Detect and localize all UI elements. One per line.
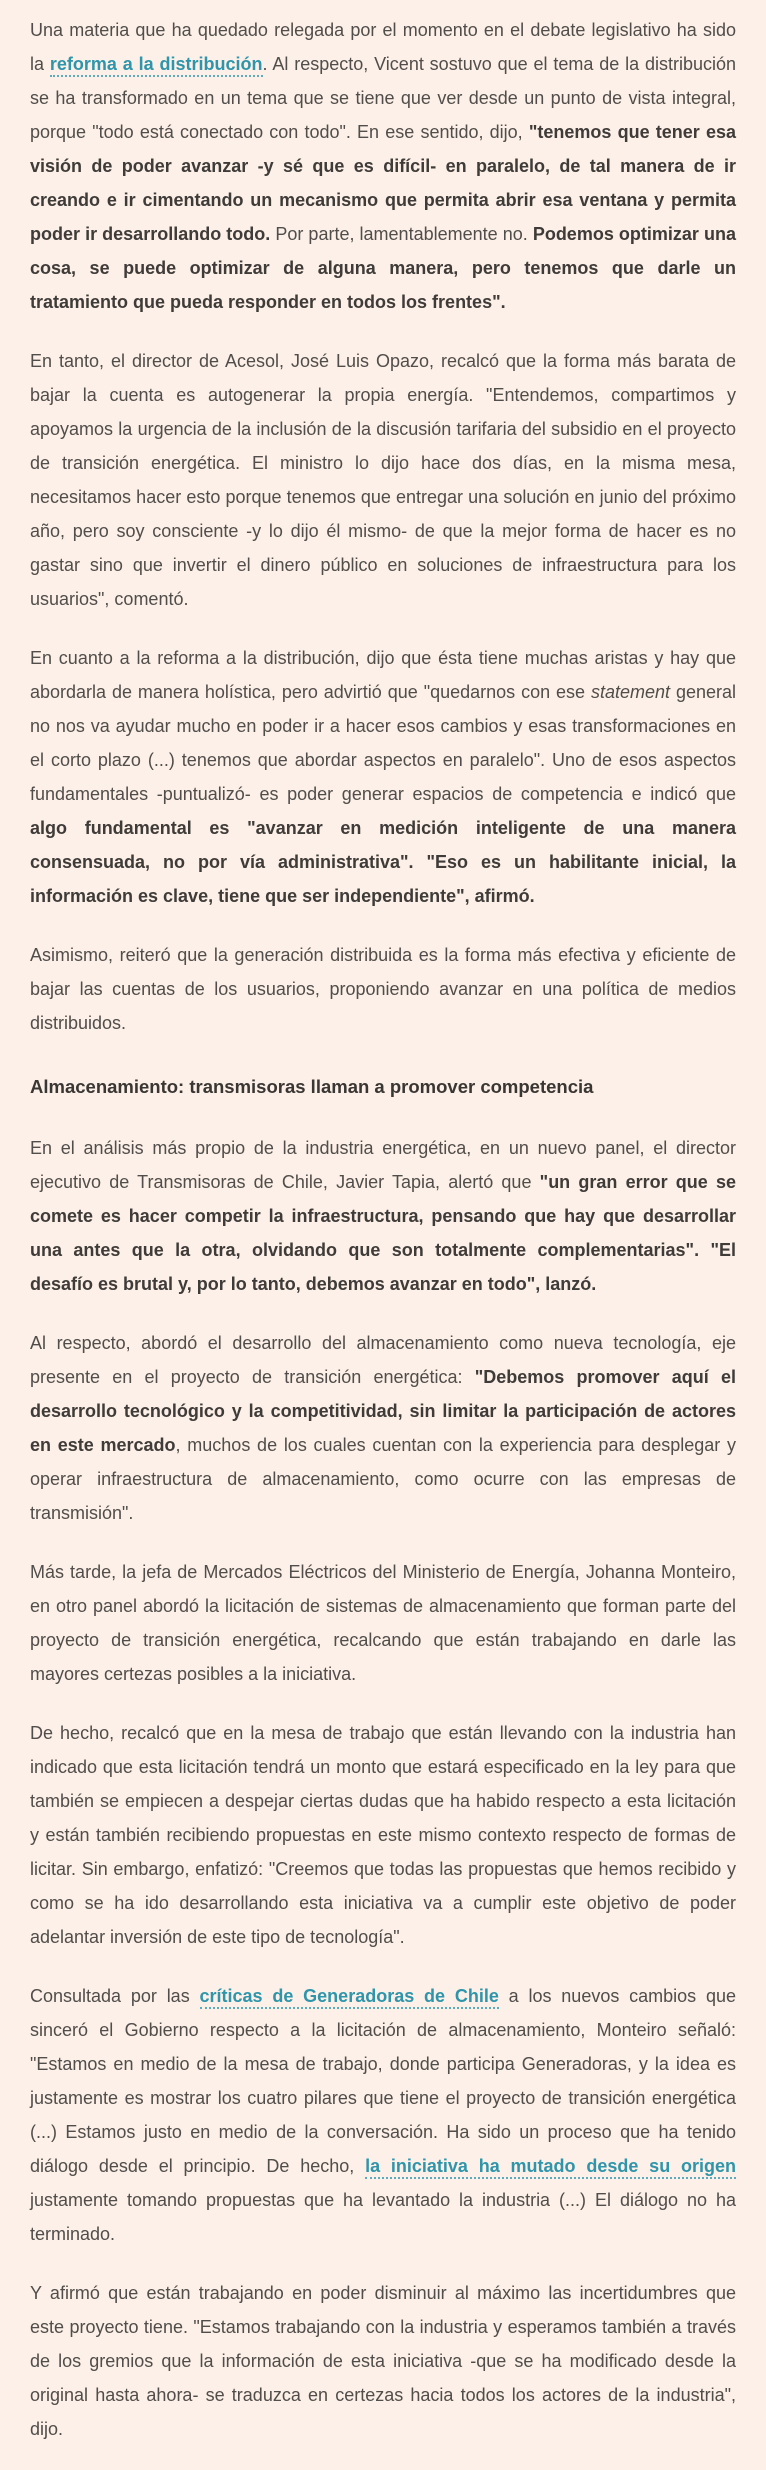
bold-text-run: algo fundamental es "avanzar en medición inteligente de una manera consensuada, no por vía administrativa". "Eso es un habilitante inicial, la información es clave, tiene que ser independiente", afirmó.: [30, 818, 736, 906]
text-run: . Al respecto, Vicent sostuvo que el tema de la distribución se ha transformado en un tema que se tiene que ver desde un punto de vista integral, porque "todo está conectado con todo". En ese sentido, dijo,: [30, 54, 736, 142]
inline-link[interactable]: críticas de Generadoras de Chile: [200, 1986, 499, 2009]
article-paragraph: [30, 344, 736, 616]
text-run: Por parte, lamentablemente no.: [270, 224, 533, 244]
text-run: , muchos de los cuales cuentan con la experiencia para desplegar y operar infraestructura de almacenamiento, como ocurre con las empresas de transmisión".: [30, 1435, 736, 1523]
text-run: Una materia que ha quedado relegada por el momento en el debate legislativo ha sido la: [30, 20, 736, 74]
bold-text-run: "Debemos promover aquí el desarrollo tecnológico y la competitividad, sin limitar la participación de actores en este mercado: [30, 1367, 736, 1455]
italic-text-run: statement: [590, 682, 671, 702]
article-paragraph: [30, 13, 736, 319]
bold-text-run: Podemos optimizar una cosa, se puede optimizar de alguna manera, pero tenemos que darle un tratamiento que pueda responder en todos los frentes".: [30, 224, 736, 312]
article-paragraph: [30, 1326, 736, 1530]
bold-text-run: "un gran error que se comete es hacer competir la infraestructura, pensando que hay que desarrollar una antes que la otra, olvidando que son totalmente complementarias". "El desafío es brutal y, por lo tanto, debemos avanzar en todo", lanzó.: [30, 1172, 737, 1294]
article-paragraph: [30, 1979, 736, 2251]
text-run: Y afirmó que están trabajando en poder disminuir al máximo las incertidumbres que este proyecto tiene. "Estamos trabajando con la industria y esperamos también a través de los gremios que la información de esta iniciativa -que se ha modificado desde la original hasta ahora- se traduzca en certezas hacia todos los actores de la industria", dijo.: [30, 2283, 736, 2439]
article-paragraph: [30, 1555, 736, 1691]
text-run: Consultada por las: [30, 1986, 200, 2006]
article-paragraph: [30, 1131, 736, 1301]
article-paragraph: [30, 641, 736, 913]
text-run: a los nuevos cambios que sinceró el Gobierno respecto a la licitación de almacenamiento, Monteiro señaló: "Estamos en medio de la mesa de trabajo, donde participa Generadoras, y la idea es justamente es mostrar los cuatro pilares que tiene el proyecto de transición energética (...) Estamos justo en medio de la conversación. Ha sido un proceso que ha tenido diálogo desde el principio. De hecho,: [30, 1986, 737, 2176]
text-run: Asimismo, reiteró que la generación distribuida es la forma más efectiva y eficiente de bajar las cuentas de los usuarios, proponiendo avanzar en una política de medios distribuidos.: [30, 945, 736, 1033]
section-heading: Almacenamiento: transmisoras llaman a promover competencia: [30, 1076, 594, 1097]
article-paragraph: [30, 938, 736, 1040]
text-run: Al respecto, abordó el desarrollo del almacenamiento como nueva tecnología, eje presente en el proyecto de transición energética:: [30, 1333, 736, 1387]
bold-text-run: "tenemos que tener esa visión de poder avanzar -y sé que es difícil- en paralelo, de tal manera de ir creando e ir cimentando un mecanismo que permita abrir esa ventana y permita poder ir desarrollando todo.: [30, 122, 736, 244]
text-run: justamente tomando propuestas que ha levantado la industria (...) El diálogo no ha terminado.: [30, 2190, 736, 2244]
text-run: Más tarde, la jefa de Mercados Eléctricos del Ministerio de Energía, Johanna Monteiro, en otro panel abordó la licitación de sistemas de almacenamiento que forman parte del proyecto de transición energética, recalcando que están trabajando en darle las mayores certezas posibles a la iniciativa.: [30, 1562, 736, 1684]
text-run: En cuanto a la reforma a la distribución, dijo que ésta tiene muchas aristas y hay que abordarla de manera holística, pero advirtió que "quedarnos con ese: [30, 648, 736, 702]
article-paragraph: [30, 2276, 736, 2446]
text-run: En tanto, el director de Acesol, José Luis Opazo, recalcó que la forma más barata de bajar la cuenta es autogenerar la propia energía. "Entendemos, compartimos y apoyamos la urgencia de la inclusión de la discusión tarifaria del subsidio en el proyecto de transición energética. El ministro lo dijo hace dos días, en la misma mesa, necesitamos hacer esto porque tenemos que entregar una solución en junio del próximo año, pero soy consciente -y lo dijo él mismo- de que la mejor forma de hacer es no gastar sino que invertir el dinero público en soluciones de infraestructura para los usuarios", comentó.: [30, 351, 736, 609]
inline-link[interactable]: la iniciativa ha mutado desde su origen: [365, 2156, 736, 2179]
inline-link[interactable]: reforma a la distribución: [50, 54, 263, 77]
text-run: general no nos va ayudar mucho en poder ir a hacer esos cambios y esas transformaciones en el corto plazo (...) tenemos que abordar aspectos en paralelo". Uno de esos aspectos fundamentales -puntualizó- es poder generar espacios de competencia e indicó que: [30, 682, 736, 804]
text-run: De hecho, recalcó que en la mesa de trabajo que están llevando con la industria han indicado que esta licitación tendrá un monto que estará especificado en la ley para que también se empiecen a despejar ciertas dudas que ha habido respecto a esta licitación y están también recibiendo propuestas en este mismo contexto respecto de formas de licitar. Sin embargo, enfatizó: "Creemos que todas las propuestas que hemos recibido y como se ha ido desarrollando esta iniciativa va a cumplir este objetivo de poder adelantar inversión de este tipo de tecnología".: [30, 1723, 736, 1947]
text-run: En el análisis más propio de la industria energética, en un nuevo panel, el director ejecutivo de Transmisoras de Chile, Javier Tapia, alertó que: [30, 1138, 736, 1192]
article-paragraph: [30, 1716, 736, 1954]
